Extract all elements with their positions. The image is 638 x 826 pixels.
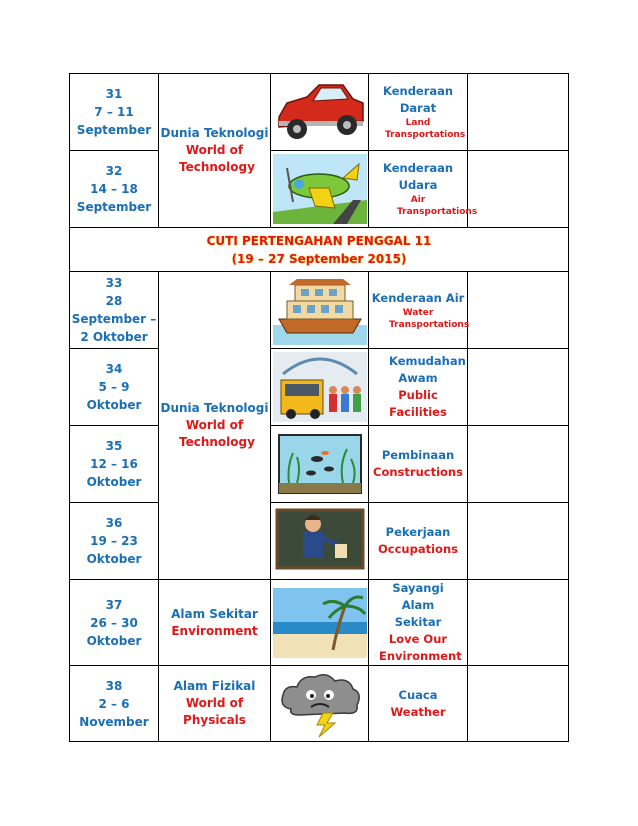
week-month: Oktober: [86, 552, 142, 566]
picture-cell: [271, 580, 369, 666]
empty-cell: [468, 349, 569, 426]
week-number: 33: [105, 276, 123, 290]
empty-cell: [468, 151, 569, 228]
topic-cell: [369, 503, 468, 580]
week-cell: [70, 349, 159, 426]
holiday-row: [70, 228, 569, 272]
topic-cell: [369, 272, 468, 349]
theme-ms: Dunia Teknologi: [160, 401, 269, 415]
week-month: September: [76, 123, 152, 137]
week-number: 35: [105, 439, 123, 453]
week-month: Oktober: [86, 633, 142, 648]
week-dates: 2 – 6: [98, 696, 130, 711]
holiday-dates: (19 – 27 September 2015): [231, 251, 407, 266]
week-number: 32: [105, 164, 123, 178]
week-dates: 26 – 30: [90, 615, 138, 630]
theme-cell: [159, 666, 271, 742]
week-number: 37: [105, 597, 123, 612]
week-cell: [70, 151, 159, 228]
topic-en: Public Facilities: [389, 388, 447, 419]
week-number: 36: [105, 516, 123, 530]
table-row: [70, 666, 569, 742]
theme-en: Environment: [171, 623, 258, 638]
empty-cell: [468, 426, 569, 503]
picture-cell: [271, 272, 369, 349]
table-row: [70, 580, 569, 666]
table-row: [70, 426, 569, 503]
topic-en: Air Transportations: [397, 195, 478, 217]
aquarium-icon: [273, 429, 367, 499]
week-cell: [70, 272, 159, 349]
theme-ms: Dunia Teknologi: [160, 126, 269, 140]
topic-cell: [369, 151, 478, 228]
table-row: [70, 503, 569, 580]
theme-cell: [159, 74, 271, 228]
topic-en: Water Transportations: [389, 307, 470, 330]
picture-cell: [271, 666, 369, 742]
theme-en: World of Technology: [179, 143, 255, 174]
car-icon: [273, 77, 367, 147]
storm-cloud-icon: [273, 669, 367, 739]
beach-icon: [273, 588, 367, 658]
table-row: [70, 151, 569, 228]
week-dates: 14 – 18: [90, 182, 138, 196]
topic-cell: [369, 74, 468, 151]
picture-cell: [271, 349, 369, 426]
topic-ms: Sayangi Alam Sekitar: [392, 581, 444, 629]
week-cell: [70, 426, 159, 503]
schedule-table: [69, 73, 569, 742]
week-month: November: [79, 714, 149, 729]
topic-en: Occupations: [378, 542, 458, 556]
theme-en: World of Physicals: [183, 696, 246, 727]
airplane-icon: [273, 154, 367, 224]
week-number: 38: [105, 678, 123, 693]
week-month: Oktober: [86, 475, 142, 489]
topic-ms: Kemudahan Awam: [389, 354, 466, 385]
picture-cell: [271, 426, 369, 503]
empty-cell: [468, 580, 569, 666]
week-cell: [70, 74, 159, 151]
empty-cell: [468, 666, 569, 742]
week-month: Oktober: [86, 398, 142, 412]
week-cell: [70, 503, 159, 580]
ferry-boat-icon: [273, 275, 367, 345]
topic-cell: [369, 349, 468, 426]
week-month-2: 2 Oktober: [80, 330, 148, 344]
week-number: 34: [105, 362, 123, 376]
week-number: 31: [105, 87, 123, 101]
topic-ms: Cuaca: [398, 687, 438, 702]
picture-cell: [271, 74, 369, 151]
week-month: September –: [71, 312, 157, 326]
topic-cell: [369, 666, 468, 742]
topic-en: Love Our Environment: [379, 632, 462, 663]
theme-en: World of Technology: [179, 418, 255, 449]
teacher-icon: [273, 506, 367, 576]
empty-cell: [468, 272, 569, 349]
topic-en: Constructions: [373, 465, 463, 479]
week-dates: 12 – 16: [90, 457, 138, 471]
week-month: September: [76, 200, 152, 214]
theme-cell: [159, 580, 271, 666]
week-cell: [70, 666, 159, 742]
picture-cell: [271, 151, 369, 228]
topic-cell: [369, 580, 468, 666]
theme-cell: [159, 272, 271, 580]
picture-cell: [271, 503, 369, 580]
week-cell: [70, 580, 159, 666]
week-dates: 5 – 9: [98, 380, 130, 394]
topic-cell: [369, 426, 468, 503]
holiday-title: CUTI PERTENGAHAN PENGGAL 11: [206, 233, 432, 248]
theme-ms: Alam Fizikal: [173, 679, 256, 693]
topic-ms: Pembinaan: [381, 448, 455, 462]
week-dates: 7 – 11: [94, 105, 134, 119]
week-dates: 19 – 23: [90, 534, 138, 548]
school-bus-icon: [273, 352, 367, 422]
topic-ms: Pekerjaan: [385, 525, 451, 539]
topic-ms: Kenderaan Udara: [383, 161, 454, 192]
empty-cell: [468, 74, 569, 151]
topic-ms: Kenderaan Air: [371, 290, 465, 305]
holiday-cell: [70, 228, 569, 272]
week-dates: 28: [105, 294, 123, 308]
topic-en: Weather: [390, 704, 446, 719]
topic-ms: Kenderaan Darat: [383, 84, 454, 115]
topic-en: Land Transportations: [385, 118, 466, 140]
empty-cell: [468, 503, 569, 580]
theme-ms: Alam Sekitar: [171, 606, 258, 621]
table-row: [70, 74, 569, 151]
table-row: [70, 349, 569, 426]
table-row: [70, 272, 569, 349]
